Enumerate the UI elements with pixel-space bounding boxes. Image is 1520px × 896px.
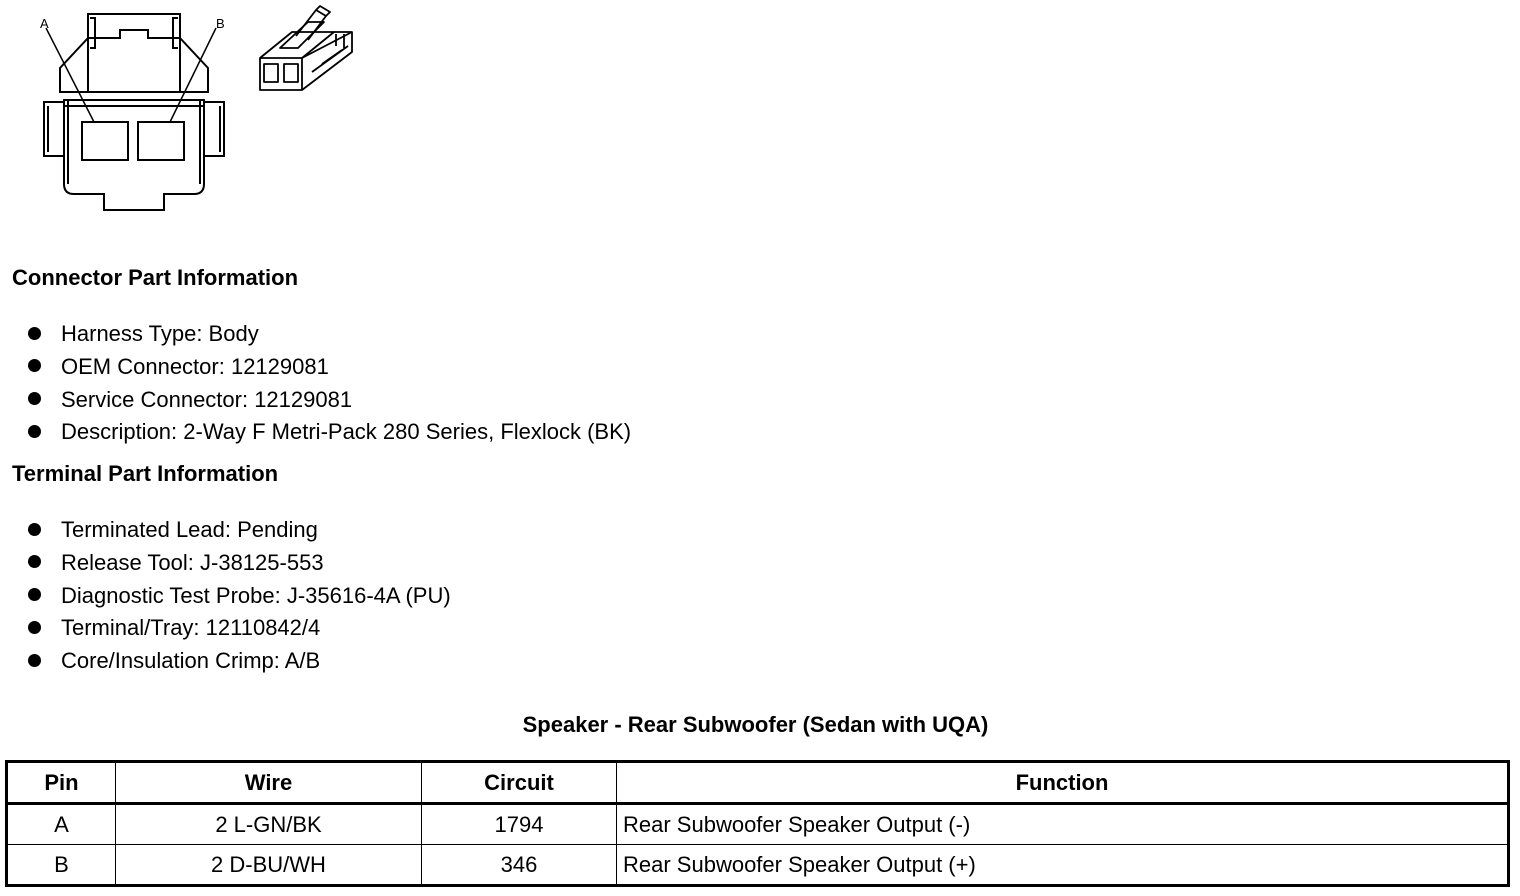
connector-part-info-heading: Connector Part Information (12, 265, 299, 290)
pin-cell: B (7, 845, 116, 886)
connector-face-diagram (30, 8, 240, 218)
function-cell: Rear Subwoofer Speaker Output (-) (617, 804, 1509, 845)
terminal-part-info-list (28, 514, 451, 678)
list-item: Harness Type: Body (28, 318, 631, 351)
bullet-icon (28, 392, 41, 405)
table-header-row (7, 762, 1509, 804)
list-item: Description: 2-Way F Metri-Pack 280 Series, Flexlock (BK) (28, 416, 631, 449)
circuit-cell: 1794 (422, 804, 617, 845)
bullet-icon (28, 523, 41, 536)
bullet-icon (28, 425, 41, 438)
pinout-table-title: Speaker - Rear Subwoofer (Sedan with UQA) (522, 712, 989, 737)
bullet-icon (28, 359, 41, 372)
list-item: OEM Connector: 12129081 (28, 351, 631, 384)
wire-cell: 2 L-GN/BK (116, 804, 422, 845)
pin-cell: A (7, 804, 116, 845)
column-header-function: Function (617, 762, 1509, 804)
pin-a-label: A (40, 16, 49, 31)
terminal-part-info-heading: Terminal Part Information (12, 461, 279, 486)
list-item: Core/Insulation Crimp: A/B (28, 645, 451, 678)
list-item: Service Connector: 12129081 (28, 384, 631, 417)
table-row (7, 804, 1509, 845)
bullet-icon (28, 327, 41, 340)
connector-isometric-diagram (252, 2, 362, 98)
table-row (7, 845, 1509, 886)
list-item: Release Tool: J-38125-553 (28, 547, 451, 580)
bullet-icon (28, 555, 41, 568)
list-item: Terminated Lead: Pending (28, 514, 451, 547)
bullet-icon (28, 588, 41, 601)
column-header-wire: Wire (116, 762, 422, 804)
list-item: Diagnostic Test Probe: J-35616-4A (PU) (28, 580, 451, 613)
list-item: Terminal/Tray: 12110842/4 (28, 612, 451, 645)
pin-b-label: B (216, 16, 225, 31)
bullet-icon (28, 621, 41, 634)
pinout-table (5, 760, 1510, 887)
connector-part-info-list (28, 318, 631, 449)
circuit-cell: 346 (422, 845, 617, 886)
function-cell: Rear Subwoofer Speaker Output (+) (617, 845, 1509, 886)
column-header-circuit: Circuit (422, 762, 617, 804)
column-header-pin: Pin (7, 762, 116, 804)
wire-cell: 2 D-BU/WH (116, 845, 422, 886)
bullet-icon (28, 654, 41, 667)
